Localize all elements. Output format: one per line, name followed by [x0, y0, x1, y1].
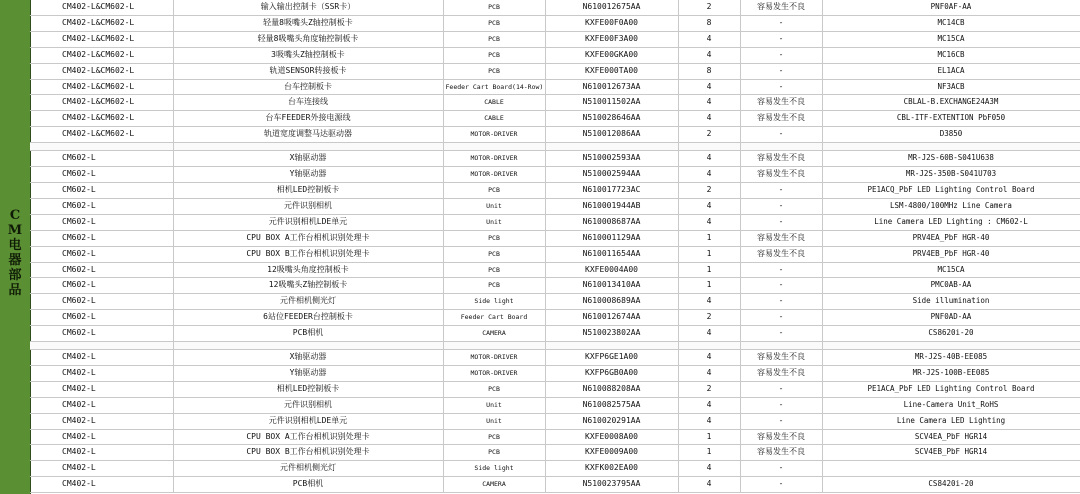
- parts-table: [30, 0, 1080, 493]
- cell-part-name: 台车控制板卡: [173, 79, 443, 95]
- cell-qty: 4: [678, 95, 740, 111]
- table-row: [30, 461, 1080, 477]
- cell-spec: PMC0AB-AA: [822, 278, 1080, 294]
- category-label: CM电器部品: [7, 208, 23, 298]
- cell-remark: 容易发生不良: [740, 0, 822, 15]
- cell-model: CM602-L: [30, 198, 173, 214]
- cell-remark: 容易发生不良: [740, 429, 822, 445]
- cell-spec: SCV4EA_PbF HGR14: [822, 429, 1080, 445]
- cell-remark: 容易发生不良: [740, 445, 822, 461]
- cell-part-number: N610001129AA: [545, 230, 678, 246]
- cell-qty: 4: [678, 413, 740, 429]
- table-row: [30, 79, 1080, 95]
- cell-model: CM402-L: [30, 365, 173, 381]
- table-row: [30, 262, 1080, 278]
- table-row: [30, 310, 1080, 326]
- cell-part-name: 轨道SENSOR转接板卡: [173, 63, 443, 79]
- cell-spec: CS8620i-20: [822, 326, 1080, 342]
- cell-spec: MR-J2S-40B-EE085: [822, 350, 1080, 366]
- cell-model: CM402-L: [30, 477, 173, 493]
- cell-type: PCB: [443, 182, 545, 198]
- cell-type: PCB: [443, 230, 545, 246]
- spacer-cell: [173, 143, 443, 151]
- cell-spec: D3850: [822, 127, 1080, 143]
- cell-part-name: 轻量8吸嘴头Z轴控制板卡: [173, 15, 443, 31]
- cell-part-name: 元件相机侧光灯: [173, 461, 443, 477]
- cell-qty: 4: [678, 151, 740, 167]
- cell-part-name: X轴驱动器: [173, 350, 443, 366]
- cell-remark: -: [740, 198, 822, 214]
- cell-part-name: 元件识别相机: [173, 397, 443, 413]
- cell-part-name: CPU BOX A工作台相机识别处理卡: [173, 429, 443, 445]
- cell-qty: 1: [678, 445, 740, 461]
- cell-part-number: N610017723AC: [545, 182, 678, 198]
- spacer-cell: [545, 342, 678, 350]
- cell-part-number: KXFE00F0A00: [545, 15, 678, 31]
- cell-part-number: KXFE0009A00: [545, 445, 678, 461]
- cell-qty: 4: [678, 214, 740, 230]
- cell-part-number: KXFE00GKA00: [545, 47, 678, 63]
- cell-part-number: N610008687AA: [545, 214, 678, 230]
- cell-model: CM402-L: [30, 381, 173, 397]
- table-row: [30, 182, 1080, 198]
- cell-qty: 2: [678, 182, 740, 198]
- cell-remark: -: [740, 326, 822, 342]
- cell-model: CM402-L: [30, 350, 173, 366]
- cell-model: CM602-L: [30, 262, 173, 278]
- cell-part-number: N610082575AA: [545, 397, 678, 413]
- cell-part-name: 相机LED控制板卡: [173, 182, 443, 198]
- cell-spec: Side illumination: [822, 294, 1080, 310]
- cell-qty: 2: [678, 310, 740, 326]
- cell-type: Feeder Cart Board: [443, 310, 545, 326]
- table-row: [30, 111, 1080, 127]
- cell-qty: 1: [678, 246, 740, 262]
- table-row: [30, 365, 1080, 381]
- spacer-row: [30, 342, 1080, 350]
- cell-model: CM402-L&CM602-L: [30, 63, 173, 79]
- cell-type: PCB: [443, 381, 545, 397]
- cell-spec: Line Camera LED Lighting : CM602-L: [822, 214, 1080, 230]
- cell-part-name: 12吸嘴头Z轴控制板卡: [173, 278, 443, 294]
- cell-qty: 2: [678, 127, 740, 143]
- cell-remark: -: [740, 310, 822, 326]
- cell-type: PCB: [443, 0, 545, 15]
- cell-part-number: N610013410AA: [545, 278, 678, 294]
- cell-qty: 4: [678, 47, 740, 63]
- table-row: [30, 246, 1080, 262]
- cell-remark: -: [740, 397, 822, 413]
- cell-part-name: 元件识别相机: [173, 198, 443, 214]
- cell-part-name: PCB相机: [173, 326, 443, 342]
- cell-type: PCB: [443, 262, 545, 278]
- table-row: [30, 350, 1080, 366]
- cell-part-number: N510011502AA: [545, 95, 678, 111]
- cell-part-name: 台车连接线: [173, 95, 443, 111]
- cell-type: CAMERA: [443, 477, 545, 493]
- cell-part-name: 3吸嘴头Z轴控制板卡: [173, 47, 443, 63]
- cell-remark: 容易发生不良: [740, 151, 822, 167]
- cell-spec: EL1ACA: [822, 63, 1080, 79]
- cell-part-name: 元件识别相机LDE单元: [173, 214, 443, 230]
- cell-part-name: 6站位FEEDER台控制板卡: [173, 310, 443, 326]
- cell-spec: Line Camera LED Lighting: [822, 413, 1080, 429]
- cell-part-number: N610020291AA: [545, 413, 678, 429]
- cell-part-number: KXFE0008A00: [545, 429, 678, 445]
- cell-remark: 容易发生不良: [740, 350, 822, 366]
- cell-part-number: N610012674AA: [545, 310, 678, 326]
- cell-remark: -: [740, 461, 822, 477]
- cell-qty: 4: [678, 477, 740, 493]
- spacer-cell: [173, 342, 443, 350]
- table-row: [30, 278, 1080, 294]
- spacer-cell: [30, 342, 173, 350]
- cell-part-number: N610088208AA: [545, 381, 678, 397]
- cell-qty: 4: [678, 294, 740, 310]
- cell-part-number: N510002594AA: [545, 167, 678, 183]
- cell-model: CM402-L&CM602-L: [30, 111, 173, 127]
- cell-spec: PRV4EB_PbF HGR-40: [822, 246, 1080, 262]
- cell-spec: PRV4EA_PbF HGR-40: [822, 230, 1080, 246]
- cell-type: CAMERA: [443, 326, 545, 342]
- cell-qty: 4: [678, 350, 740, 366]
- cell-part-name: 12吸嘴头角度控制板卡: [173, 262, 443, 278]
- cell-part-number: KXFE0004A00: [545, 262, 678, 278]
- cell-model: CM402-L&CM602-L: [30, 127, 173, 143]
- cell-model: CM402-L&CM602-L: [30, 15, 173, 31]
- cell-remark: -: [740, 278, 822, 294]
- table-row: [30, 127, 1080, 143]
- cell-remark: -: [740, 182, 822, 198]
- cell-part-name: Y轴驱动器: [173, 167, 443, 183]
- cell-type: PCB: [443, 429, 545, 445]
- cell-part-number: KXFK002EA00: [545, 461, 678, 477]
- table-row: [30, 15, 1080, 31]
- cell-type: Side light: [443, 294, 545, 310]
- cell-type: PCB: [443, 31, 545, 47]
- cell-type: PCB: [443, 246, 545, 262]
- cell-part-number: N510002593AA: [545, 151, 678, 167]
- spacer-cell: [678, 143, 740, 151]
- cell-model: CM402-L&CM602-L: [30, 0, 173, 15]
- cell-model: CM602-L: [30, 151, 173, 167]
- cell-spec: CS8420i-20: [822, 477, 1080, 493]
- table-row: [30, 326, 1080, 342]
- cell-part-number: KXFE00F3A00: [545, 31, 678, 47]
- table-row: [30, 413, 1080, 429]
- table-row: [30, 151, 1080, 167]
- table-row: [30, 95, 1080, 111]
- cell-qty: 8: [678, 63, 740, 79]
- cell-qty: 2: [678, 0, 740, 15]
- spacer-cell: [30, 143, 173, 151]
- cell-part-number: N610012675AA: [545, 0, 678, 15]
- cell-part-number: N610012673AA: [545, 79, 678, 95]
- cell-part-number: N610008689AA: [545, 294, 678, 310]
- table-row: [30, 477, 1080, 493]
- cell-type: MOTOR-DRIVER: [443, 365, 545, 381]
- cell-spec: MC15CA: [822, 31, 1080, 47]
- cell-model: CM402-L&CM602-L: [30, 79, 173, 95]
- cell-remark: 容易发生不良: [740, 246, 822, 262]
- cell-model: CM602-L: [30, 214, 173, 230]
- cell-qty: 1: [678, 230, 740, 246]
- cell-spec: Line-Camera Unit_RoHS: [822, 397, 1080, 413]
- cell-qty: 1: [678, 429, 740, 445]
- cell-remark: 容易发生不良: [740, 365, 822, 381]
- cell-spec: MR-J2S-100B-EE085: [822, 365, 1080, 381]
- table-row: [30, 381, 1080, 397]
- cell-model: CM602-L: [30, 294, 173, 310]
- cell-model: CM602-L: [30, 246, 173, 262]
- cell-model: CM402-L: [30, 413, 173, 429]
- cell-qty: 2: [678, 381, 740, 397]
- cell-model: CM602-L: [30, 182, 173, 198]
- cell-type: PCB: [443, 15, 545, 31]
- table-row: [30, 294, 1080, 310]
- cell-remark: -: [740, 31, 822, 47]
- cell-part-number: N510023795AA: [545, 477, 678, 493]
- cell-spec: PNF0AD-AA: [822, 310, 1080, 326]
- cell-type: MOTOR-DRIVER: [443, 350, 545, 366]
- cell-qty: 4: [678, 79, 740, 95]
- cell-part-name: 元件识别相机LDE单元: [173, 413, 443, 429]
- cell-qty: 4: [678, 111, 740, 127]
- cell-type: Unit: [443, 413, 545, 429]
- cell-model: CM402-L&CM602-L: [30, 47, 173, 63]
- cell-type: PCB: [443, 47, 545, 63]
- cell-remark: 容易发生不良: [740, 95, 822, 111]
- spacer-cell: [822, 143, 1080, 151]
- cell-remark: -: [740, 477, 822, 493]
- cell-spec: MC15CA: [822, 262, 1080, 278]
- cell-spec: CBLAL-B.EXCHANGE24A3M: [822, 95, 1080, 111]
- cell-spec: MR-J2S-60B-S041U638: [822, 151, 1080, 167]
- cell-spec: MR-J2S-350B-S041U703: [822, 167, 1080, 183]
- cell-qty: 8: [678, 15, 740, 31]
- cell-spec: LSM-4800/100MHz Line Camera: [822, 198, 1080, 214]
- cell-remark: -: [740, 413, 822, 429]
- cell-spec: MC14CB: [822, 15, 1080, 31]
- cell-type: Side light: [443, 461, 545, 477]
- table-row: [30, 0, 1080, 15]
- cell-part-name: CPU BOX A工作台相机识别处理卡: [173, 230, 443, 246]
- cell-qty: 1: [678, 262, 740, 278]
- spacer-cell: [740, 143, 822, 151]
- cell-type: PCB: [443, 445, 545, 461]
- cell-qty: 1: [678, 278, 740, 294]
- cell-spec: [822, 461, 1080, 477]
- cell-part-number: N510028646AA: [545, 111, 678, 127]
- cell-type: PCB: [443, 63, 545, 79]
- cell-spec: CBL-ITF-EXTENTION PbF050: [822, 111, 1080, 127]
- cell-part-number: KXFP6GB0A00: [545, 365, 678, 381]
- cell-model: CM402-L: [30, 397, 173, 413]
- table-row: [30, 63, 1080, 79]
- cell-type: CABLE: [443, 95, 545, 111]
- cell-model: CM602-L: [30, 167, 173, 183]
- cell-part-number: N510012086AA: [545, 127, 678, 143]
- cell-type: MOTOR-DRIVER: [443, 167, 545, 183]
- table-row: [30, 214, 1080, 230]
- table-row: [30, 445, 1080, 461]
- table-row: [30, 47, 1080, 63]
- table-row: [30, 397, 1080, 413]
- cell-spec: PE1ACQ_PbF LED Lighting Control Board: [822, 182, 1080, 198]
- cell-remark: 容易发生不良: [740, 111, 822, 127]
- cell-remark: -: [740, 79, 822, 95]
- table-row: [30, 167, 1080, 183]
- spacer-cell: [822, 342, 1080, 350]
- spacer-row: [30, 143, 1080, 151]
- cell-qty: 4: [678, 167, 740, 183]
- table-row: [30, 230, 1080, 246]
- cell-part-name: CPU BOX B工作台相机识别处理卡: [173, 246, 443, 262]
- cell-qty: 4: [678, 365, 740, 381]
- cell-remark: -: [740, 15, 822, 31]
- cell-model: CM602-L: [30, 310, 173, 326]
- cell-remark: -: [740, 262, 822, 278]
- cell-part-number: N610001944AB: [545, 198, 678, 214]
- cell-qty: 4: [678, 461, 740, 477]
- cell-remark: -: [740, 63, 822, 79]
- cell-part-name: CPU BOX B工作台相机识别处理卡: [173, 445, 443, 461]
- cell-remark: 容易发生不良: [740, 230, 822, 246]
- cell-model: CM402-L: [30, 445, 173, 461]
- cell-part-name: 轨道宽度调整马达驱动器: [173, 127, 443, 143]
- spacer-cell: [545, 143, 678, 151]
- cell-model: CM602-L: [30, 230, 173, 246]
- cell-qty: 4: [678, 198, 740, 214]
- cell-qty: 4: [678, 31, 740, 47]
- cell-model: CM602-L: [30, 326, 173, 342]
- cell-remark: -: [740, 294, 822, 310]
- cell-remark: 容易发生不良: [740, 167, 822, 183]
- cell-remark: -: [740, 127, 822, 143]
- table-row: [30, 429, 1080, 445]
- cell-type: Feeder Cart Board(14-Row): [443, 79, 545, 95]
- cell-type: CABLE: [443, 111, 545, 127]
- cell-part-name: 台车FEEDER外接电源线: [173, 111, 443, 127]
- cell-model: CM402-L&CM602-L: [30, 95, 173, 111]
- cell-part-name: 相机LED控制板卡: [173, 381, 443, 397]
- cell-type: MOTOR-DRIVER: [443, 127, 545, 143]
- cell-type: Unit: [443, 198, 545, 214]
- table-row: [30, 31, 1080, 47]
- spacer-cell: [443, 342, 545, 350]
- cell-type: MOTOR-DRIVER: [443, 151, 545, 167]
- cell-spec: NF3ACB: [822, 79, 1080, 95]
- cell-remark: -: [740, 214, 822, 230]
- cell-part-number: KXFP6GE1A00: [545, 350, 678, 366]
- cell-part-number: N610011654AA: [545, 246, 678, 262]
- cell-qty: 4: [678, 326, 740, 342]
- cell-part-name: 输入输出控制卡（SSR卡）: [173, 0, 443, 15]
- cell-model: CM402-L: [30, 461, 173, 477]
- cell-model: CM602-L: [30, 278, 173, 294]
- cell-spec: PE1ACA_PbF LED Lighting Control Board: [822, 381, 1080, 397]
- cell-remark: -: [740, 47, 822, 63]
- cell-spec: SCV4EB_PbF HGR14: [822, 445, 1080, 461]
- cell-model: CM402-L&CM602-L: [30, 31, 173, 47]
- cell-part-number: KXFE000TA00: [545, 63, 678, 79]
- cell-part-name: 轻量8吸嘴头角度轴控制板卡: [173, 31, 443, 47]
- cell-spec: MC16CB: [822, 47, 1080, 63]
- cell-model: CM402-L: [30, 429, 173, 445]
- cell-type: PCB: [443, 278, 545, 294]
- cell-type: Unit: [443, 397, 545, 413]
- cell-qty: 4: [678, 397, 740, 413]
- cell-part-name: PCB相机: [173, 477, 443, 493]
- spacer-cell: [443, 143, 545, 151]
- spacer-cell: [740, 342, 822, 350]
- spacer-cell: [678, 342, 740, 350]
- cell-part-number: N510023802AA: [545, 326, 678, 342]
- cell-part-name: X轴驱动器: [173, 151, 443, 167]
- cell-remark: -: [740, 381, 822, 397]
- table-row: [30, 198, 1080, 214]
- cell-type: Unit: [443, 214, 545, 230]
- cell-part-name: 元件相机侧光灯: [173, 294, 443, 310]
- cell-spec: PNF0AF-AA: [822, 0, 1080, 15]
- cell-part-name: Y轴驱动器: [173, 365, 443, 381]
